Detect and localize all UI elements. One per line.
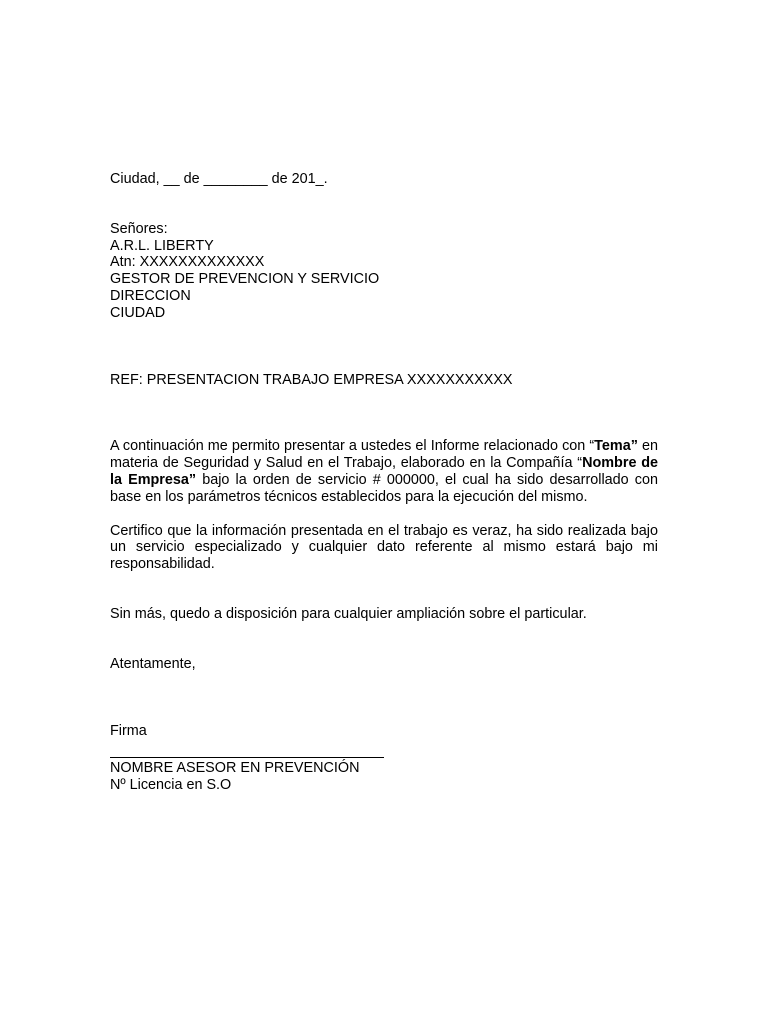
paragraph-closing-remark: Sin más, quedo a disposición para cualquier ampliación sobre el particular. [110, 605, 587, 622]
paragraph-intro-company: Nombre de la Empresa” [110, 455, 658, 488]
signature-line [110, 757, 384, 758]
reference-line: REF: PRESENTACION TRABAJO EMPRESA XXXXXXXXXXX [110, 371, 513, 388]
signer-name: NOMBRE ASESOR EN PREVENCIÓN [110, 760, 360, 777]
paragraph-intro-part1: A continuación me permito presentar a ustedes el Informe relacionado con “ [110, 438, 595, 455]
recipient-position: GESTOR DE PREVENCION Y SERVICIO [110, 271, 380, 288]
paragraph-intro [110, 438, 658, 505]
paragraph-certify: Certifico que la información presentada en el trabajo es veraz, ha sido realizada bajo un servicio especializado y cualquier dato referente al mismo estará bajo mi responsabilidad. [110, 522, 658, 573]
recipient-block [110, 221, 658, 322]
date-line: Ciudad, __ de ________ de 201_. [110, 171, 328, 187]
paragraph-intro-topic: Tema” [594, 438, 638, 455]
letter-page [110, 171, 658, 794]
signer-license: Nº Licencia en S.O [110, 777, 232, 794]
closing-salutation: Atentamente, [110, 655, 196, 672]
recipient-city: CIUDAD [110, 304, 166, 321]
signature-label: Firma [110, 722, 147, 739]
recipient-address: DIRECCION [110, 287, 191, 304]
paragraph-intro-part3: bajo la orden de servicio # 000000, el cual ha sido desarrollado con base en los parámetros técnicos establecidos para la ejecución del mismo. [110, 471, 658, 505]
recipient-attention: Atn: XXXXXXXXXXXXX [110, 254, 265, 271]
paragraph-intro-part2: en materia de Seguridad y Salud en el Trabajo, elaborado en la Compañía “ [110, 438, 659, 472]
recipient-salutation: Señores: [110, 220, 168, 237]
recipient-company: A.R.L. LIBERTY [110, 237, 214, 254]
